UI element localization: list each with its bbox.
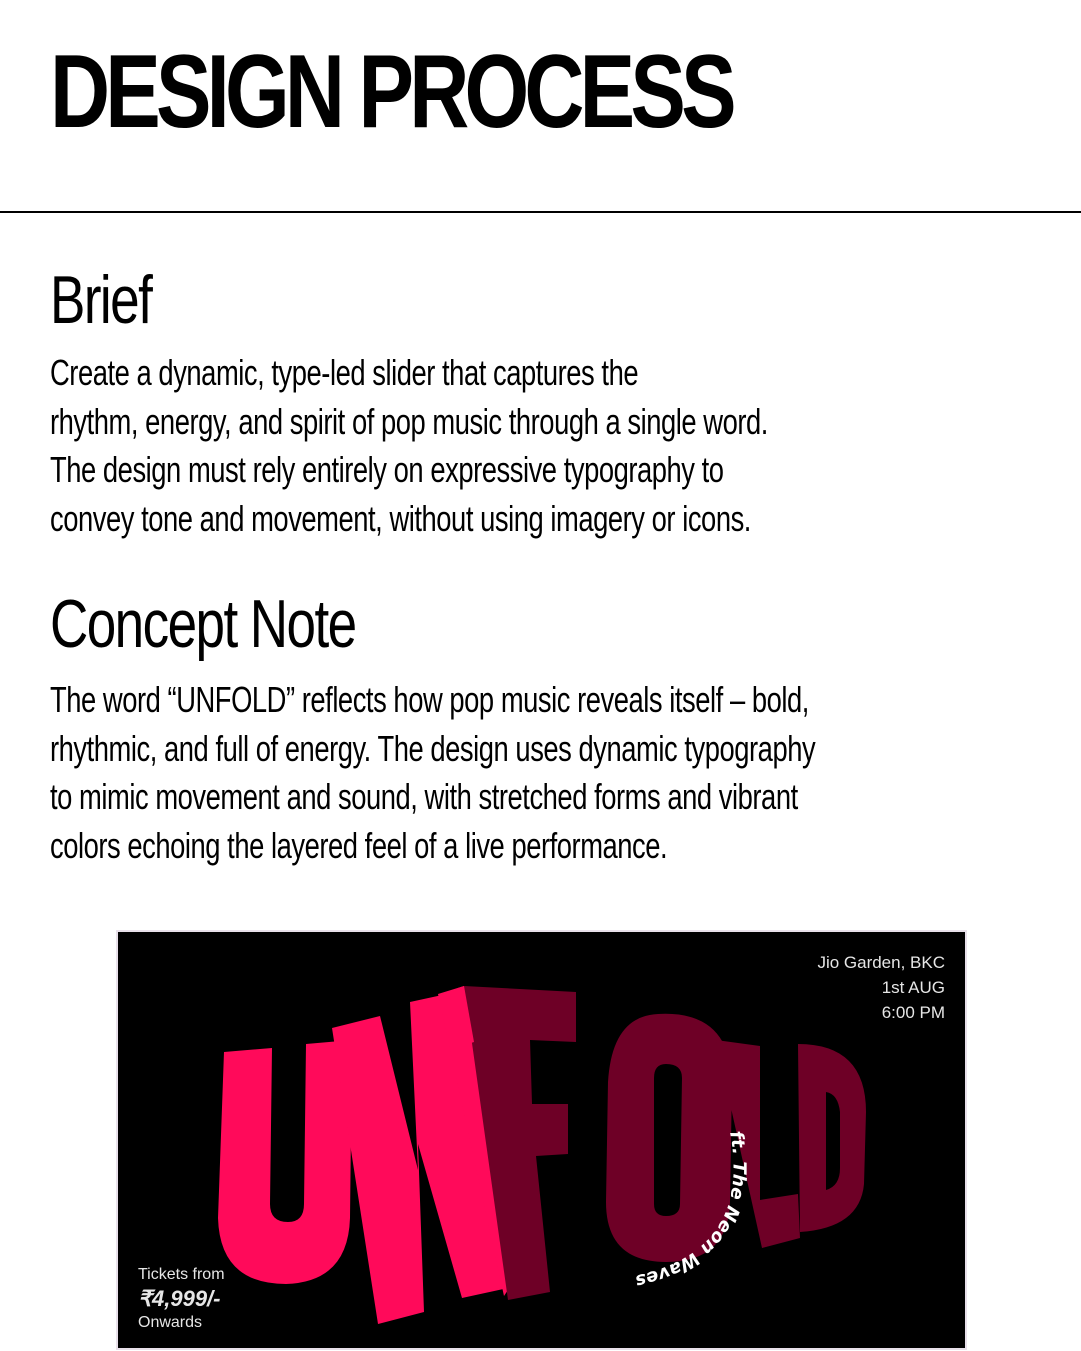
ticket-info [138, 1264, 225, 1334]
tickets-label: Tickets from [138, 1266, 225, 1283]
brief-line: The design must rely entirely on expressive typography to [50, 449, 724, 490]
date-text: 1st AUG [881, 978, 945, 997]
letter-d [798, 1044, 866, 1232]
event-details [817, 950, 945, 1025]
brief-heading: Brief [50, 262, 152, 338]
brief-line: Create a dynamic, type-led slider that captures the [50, 352, 639, 393]
concept-heading: Concept Note [50, 586, 356, 662]
concept-line: to mimic movement and sound, with stretched forms and vibrant [50, 776, 798, 817]
concept-text [50, 676, 815, 870]
poster-banner [116, 930, 967, 1350]
brief-line: convey tone and movement, without using imagery or icons. [50, 497, 751, 539]
time-text: 6:00 PM [881, 1003, 945, 1022]
brief-line: rhythm, energy, and spirit of pop music through a single word. [50, 400, 768, 442]
subtitle-textpath: ft. The Neon Waves [633, 1129, 750, 1292]
letter-o [606, 1014, 732, 1262]
concept-line: The word “UNFOLD” reflects how pop music reveals itself – bold, [50, 679, 809, 720]
divider [0, 211, 1081, 213]
ticket-price: ₹4,999/- [138, 1286, 221, 1311]
letter-u [218, 1040, 352, 1284]
onwards-label: Onwards [138, 1314, 203, 1331]
concept-line: colors echoing the layered feel of a live performance. [50, 824, 668, 866]
concept-line: rhythmic, and full of energy. The design uses dynamic typography [50, 727, 816, 769]
venue-text: Jio Garden, BKC [817, 953, 945, 972]
brief-text [50, 349, 768, 543]
page-title: DESIGN PROCESS [50, 34, 732, 150]
